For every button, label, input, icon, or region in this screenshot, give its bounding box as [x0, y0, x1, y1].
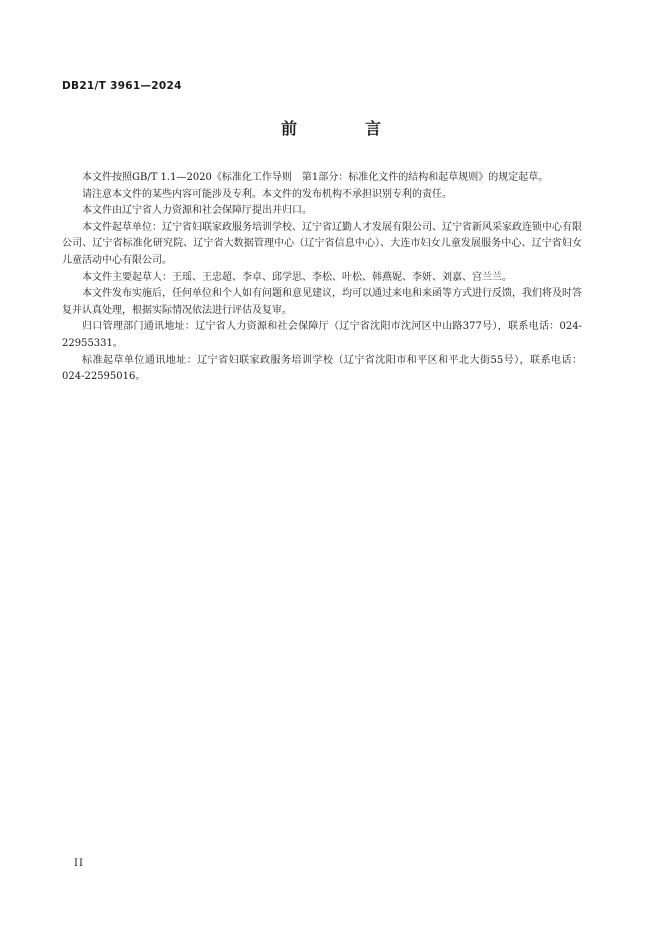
paragraph-proposer: 本文件由辽宁省人力资源和社会保障厅提出并归口。 [82, 205, 312, 217]
foreword-body [62, 170, 582, 386]
page-title: 前 言 [280, 119, 407, 138]
paragraph-drafting-units: 本文件起草单位：辽宁省妇联家政服务培训学校、辽宁省辽勤人才发展有限公司、辽宁省新风采家政连锁中心有限公司、辽宁省标准化研究院、辽宁省大数据管理中心（辽宁省信息中心）、大连市妇女儿童发展服务中心、辽宁省妇女儿童活动中心有限公司。 [62, 221, 582, 266]
paragraph-feedback: 本文件发布实施后，任何单位和个人如有问题和意见建议，均可以通过来电和来函等方式进行反馈，我们将及时答复并认真处理，根据实际情况依法进行评估及复审。 [62, 288, 582, 316]
paragraph-drafter-address: 标准起草单位通讯地址：辽宁省妇联家政服务培训学校（辽宁省沈阳市和平区和平北大街55号），联系电话：024-22595016。 [62, 354, 582, 383]
paragraph-patent-notice: 请注意本文件的某些内容可能涉及专利。本文件的发布机构不承担识别专利的责任。 [82, 188, 452, 200]
document-code: DB21/T 3961—2024 [62, 80, 182, 92]
page-number: II [74, 858, 84, 869]
paragraph-main-drafters: 本文件主要起草人：王瑶、王忠超、李卓、邱学思、李松、叶松、韩燕妮、李妍、刘嘉、宫兰兰。 [82, 271, 512, 283]
paragraph-drafting-rules: 本文件按照GB/T 1.1—2020《标准化工作导则 第1部分：标准化文件的结构和起草规则》的规定起草。 [82, 172, 549, 183]
paragraph-management-address: 归口管理部门通讯地址：辽宁省人力资源和社会保障厅（辽宁省沈阳市沈河区中山路377号），联系电话：024-22955331。 [62, 321, 582, 349]
